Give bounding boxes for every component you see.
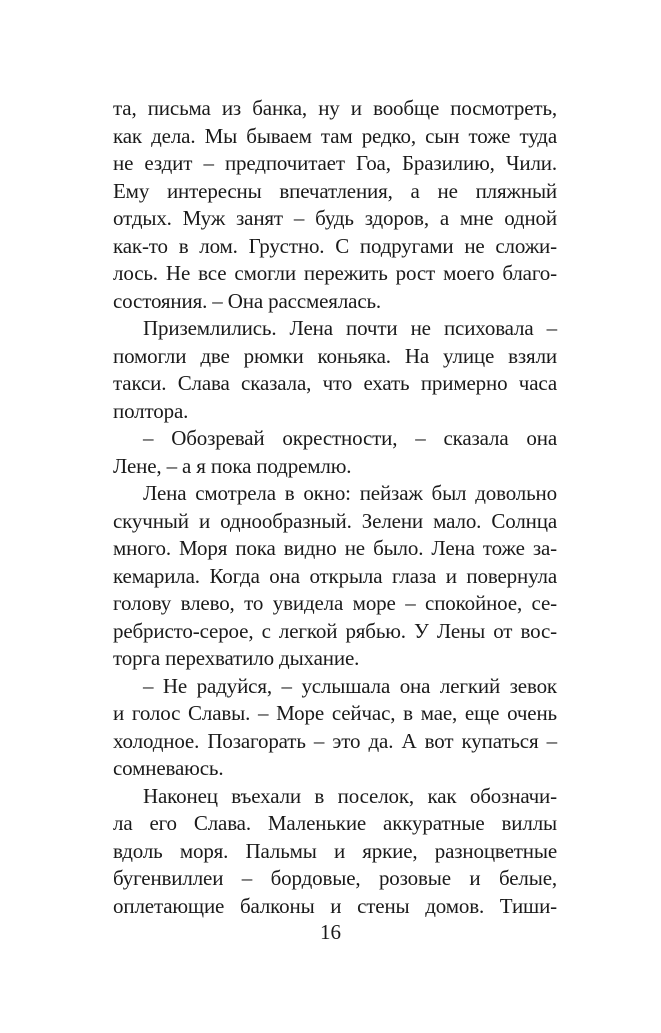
text-line: кемарила. Когда она открыла глаза и повернула bbox=[113, 563, 557, 588]
text-line: полтора. bbox=[113, 398, 189, 423]
text-line: много. Моря пока видно не было. Лена тоже за- bbox=[113, 536, 557, 560]
text-line: ребристо-серое, с легкой рябью. У Лены от вос- bbox=[113, 618, 557, 643]
text-line: вдоль моря. Пальмы и яркие, разноцветные bbox=[113, 838, 557, 863]
text-line: такси. Слава сказала, что ехать примерно часа bbox=[113, 371, 557, 395]
text-line: – Не радуйся, – услышала она легкий зевок bbox=[143, 673, 557, 698]
body-text bbox=[113, 95, 557, 920]
text-line: оплетающие балконы и стены домов. Тиши- bbox=[113, 893, 557, 918]
text-line: голову влево, то увидела море – спокойное, се- bbox=[113, 591, 557, 615]
text-line: состояния. – Она рассмеялась. bbox=[113, 288, 382, 313]
text-line: не ездит – предпочитает Гоа, Бразилию, Чили. bbox=[113, 151, 557, 175]
text-line: Приземлились. Лена почти не психовала – bbox=[143, 316, 557, 340]
text-line: лось. Не все смогли пережить рост моего благо- bbox=[113, 261, 557, 285]
text-line: Наконец въехали в поселок, как обозначи- bbox=[143, 783, 557, 808]
text-line: ла его Слава. Маленькие аккуратные виллы bbox=[113, 811, 557, 835]
text-line: сомневаюсь. bbox=[113, 756, 224, 780]
text-line: Лена смотрела в окно: пейзаж был довольно bbox=[143, 481, 557, 505]
text-line: помогли две рюмки коньяка. На улице взяли bbox=[113, 343, 557, 368]
text-line: скучный и однообразный. Зелени мало. Солнца bbox=[113, 508, 557, 533]
text-line: холодное. Позагорать – это да. А вот купаться – bbox=[113, 728, 557, 753]
text-line: – Обозревай окрестности, – сказала она bbox=[143, 426, 557, 450]
text-line: и голос Славы. – Море сейчас, в мае, еще очень bbox=[113, 701, 557, 725]
text-line: как дела. Мы бываем там редко, сын тоже туда bbox=[113, 123, 557, 148]
text-line: Лене, – а я пока подремлю. bbox=[113, 453, 352, 478]
text-line: Ему интересны впечатления, а не пляжный bbox=[113, 178, 557, 203]
text-line: торга перехватило дыхание. bbox=[113, 646, 360, 670]
text-line: та, письма из банка, ну и вообще посмотреть, bbox=[113, 96, 557, 120]
text-line: бугенвиллеи – бордовые, розовые и белые, bbox=[113, 866, 557, 890]
text-line: отдых. Муж занят – будь здоров, а мне одной bbox=[113, 206, 557, 230]
text-line: как-то в лом. Грустно. С подругами не сложи- bbox=[113, 233, 557, 258]
page-number: 16 bbox=[320, 920, 341, 944]
